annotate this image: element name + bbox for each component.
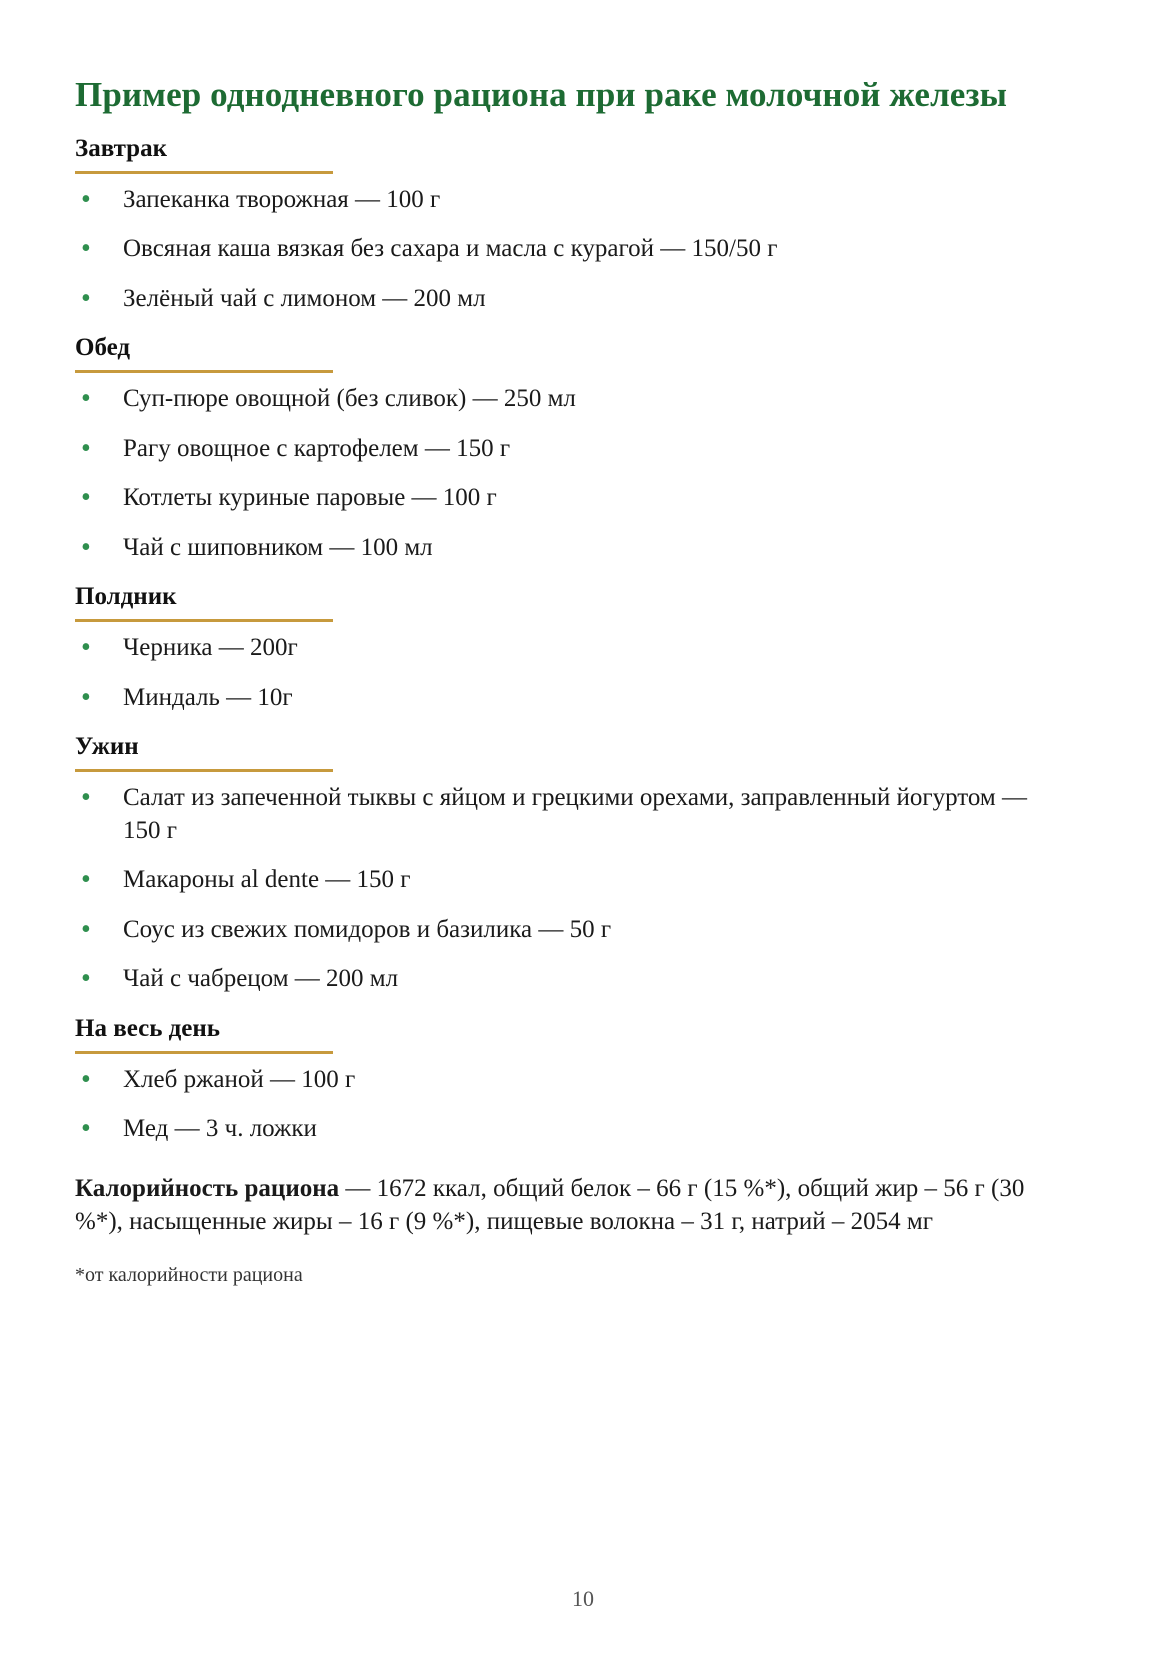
section-heading: Обед [75,334,131,361]
list-item: • Зелёный чай с лимоном — 200 мл [75,283,1056,316]
list-item: • Хлеб ржаной — 100 г [75,1064,1056,1097]
section-na-ves-den [75,1014,1056,1146]
meal-item-list [75,782,1056,996]
section-poldnik [75,582,1056,714]
section-heading: На весь день [75,1014,221,1042]
list-item: • Суп-пюре овощной (без сливок) — 250 мл [75,383,1056,416]
section-heading: Ужин [75,733,139,760]
section-uzhin [75,732,1056,996]
section-obed [75,333,1056,564]
calorie-summary-text: — 1672 ккал, общий белок – 66 г (15 %*), общий жир – 56 г (30 %*), насыщенные жиры – 16 г (9 %*), пищевые волокна – 31 г, натрий – 2054 мг [75,1174,1025,1235]
meal-item-list [75,184,1056,316]
heading-underline [75,171,333,174]
meal-item-list [75,383,1056,564]
list-item: • Чай с шиповником — 100 мл [75,532,1056,565]
meal-item-list [75,1064,1056,1146]
heading-underline [75,370,333,373]
section-heading: Завтрак [75,134,167,162]
list-item: • Рагу овощное с картофелем — 150 г [75,433,1056,466]
heading-underline [75,769,333,772]
footnote: *от калорийности рациона [75,1263,303,1286]
list-item: • Черника — 200г [75,632,1056,665]
calorie-summary-label: Калорийность рациона [75,1174,340,1202]
list-item: • Мед — 3 ч. ложки [75,1113,1056,1146]
calorie-summary [75,1172,1056,1239]
list-item: • Котлеты куриные паровые — 100 г [75,482,1056,515]
heading-underline [75,619,333,622]
list-item: • Овсяная каша вязкая без сахара и масла с курагой — 150/50 г [75,233,1056,266]
meal-item-list [75,632,1056,714]
heading-underline [75,1051,333,1054]
section-zavtrak [75,134,1056,316]
list-item: • Соус из свежих помидоров и базилика — 50 г [75,914,1056,947]
list-item: • Запеканка творожная — 100 г [75,184,1056,217]
page-number: 10 [572,1586,594,1611]
list-item: • Макароны al dente — 150 г [75,864,1056,897]
list-item: • Миндаль — 10г [75,682,1056,715]
list-item: • Чай с чабрецом — 200 мл [75,963,1056,996]
list-item: • Салат из запеченной тыквы с яйцом и грецкими орехами, заправленный йогуртом — 150 г [75,782,1056,847]
section-heading: Полдник [75,583,177,610]
page-title: Пример однодневного рациона при раке молочной железы [75,75,1008,114]
